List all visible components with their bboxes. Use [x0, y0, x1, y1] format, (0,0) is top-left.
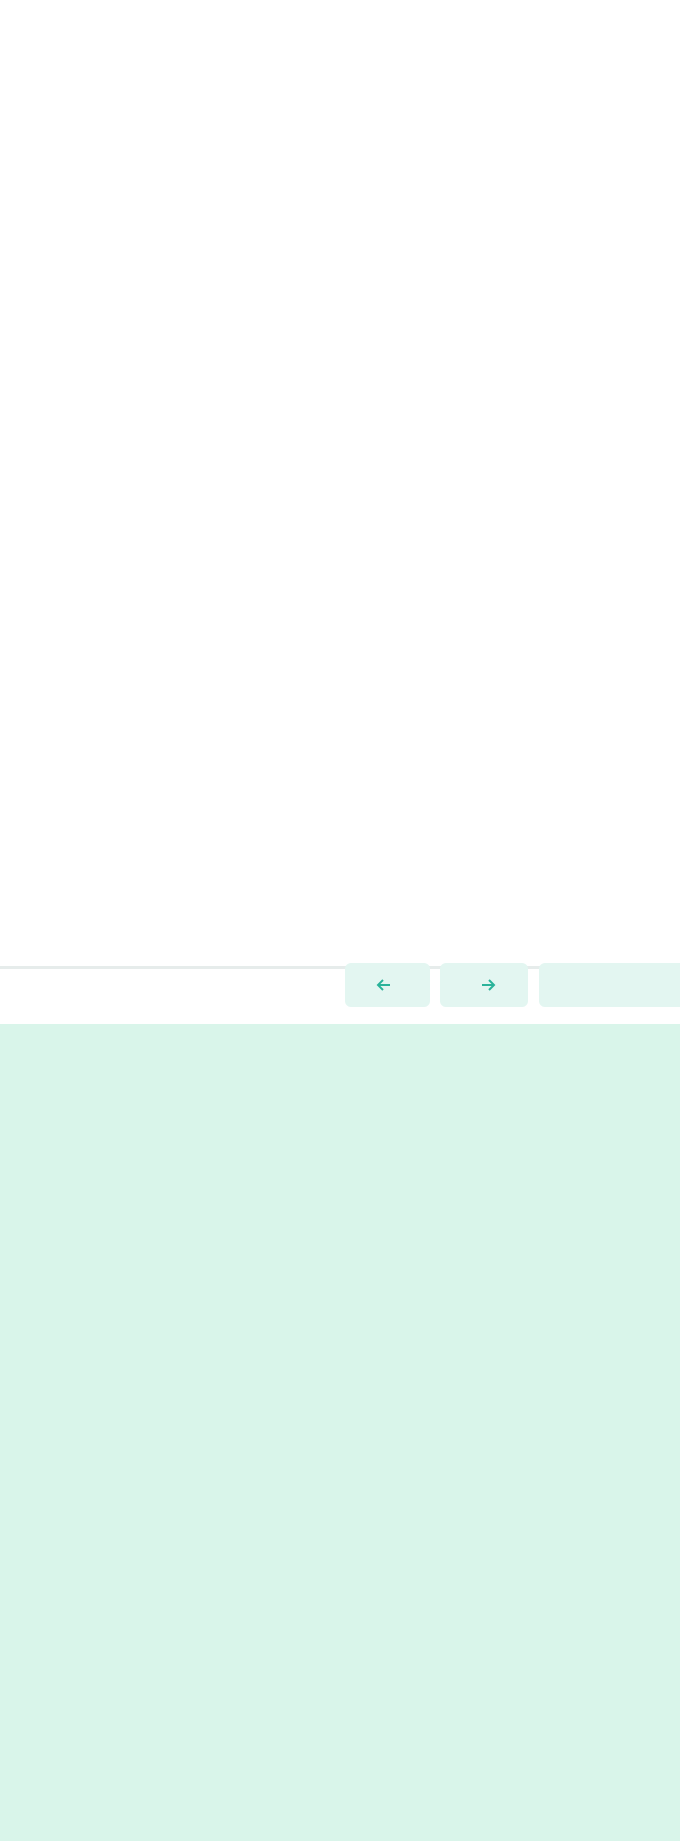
- arrow-right-icon: [480, 977, 496, 993]
- solution-bottom-section: [0, 1024, 680, 1841]
- prev-exercise-button[interactable]: [345, 963, 430, 1007]
- all-exercises-button[interactable]: [539, 963, 680, 1007]
- arrow-left-icon: [376, 977, 392, 993]
- next-exercise-button[interactable]: [440, 963, 528, 1007]
